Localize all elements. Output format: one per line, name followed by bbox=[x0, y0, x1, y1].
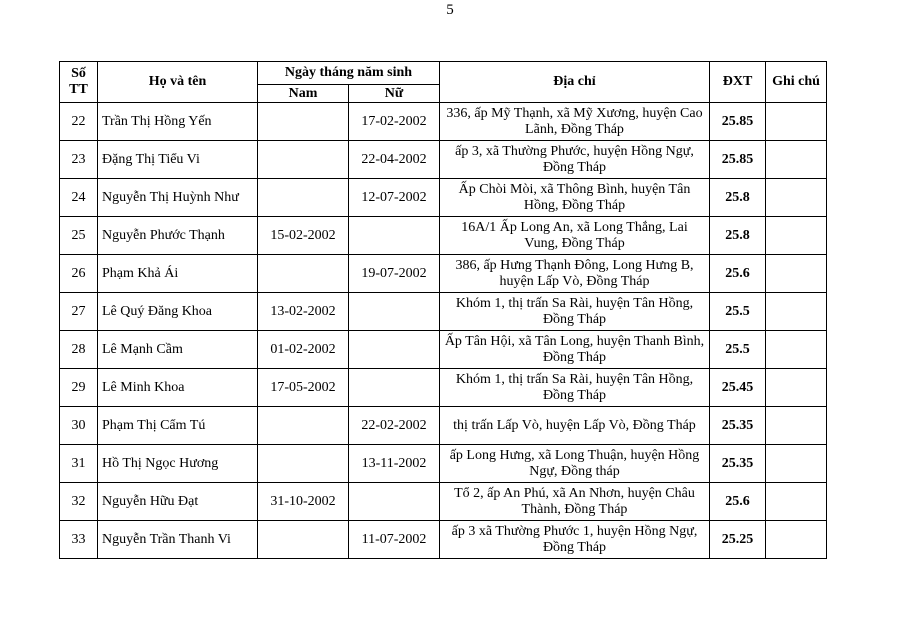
student-table bbox=[59, 61, 827, 559]
score-cell: 25.8 bbox=[710, 179, 766, 217]
table-row bbox=[60, 293, 827, 331]
table-body bbox=[60, 103, 827, 559]
address-cell: thị trấn Lấp Vò, huyện Lấp Vò, Đồng Tháp bbox=[440, 407, 710, 445]
row-number-cell: 27 bbox=[60, 293, 98, 331]
score-cell: 25.85 bbox=[710, 103, 766, 141]
address-cell: Khóm 1, thị trấn Sa Rài, huyện Tân Hồng, Đồng Tháp bbox=[440, 369, 710, 407]
student-name-cell: Nguyễn Thị Huỳnh Như bbox=[98, 179, 258, 217]
table-row bbox=[60, 255, 827, 293]
note-cell bbox=[766, 407, 827, 445]
student-name-cell: Đặng Thị Tiểu Vi bbox=[98, 141, 258, 179]
score-cell: 25.35 bbox=[710, 445, 766, 483]
score-cell: 25.25 bbox=[710, 521, 766, 559]
note-cell bbox=[766, 179, 827, 217]
header-dxt: ĐXT bbox=[710, 62, 766, 103]
table-row bbox=[60, 179, 827, 217]
score-cell: 25.8 bbox=[710, 217, 766, 255]
header-so-tt: Số TT bbox=[60, 62, 98, 103]
birth-date-male-cell: 15-02-2002 bbox=[258, 217, 349, 255]
table-row bbox=[60, 369, 827, 407]
header-ho-ten: Họ và tên bbox=[98, 62, 258, 103]
birth-date-female-cell bbox=[349, 293, 440, 331]
row-number-cell: 29 bbox=[60, 369, 98, 407]
address-cell: 16A/1 Ấp Long An, xã Long Thắng, Lai Vung, Đồng Tháp bbox=[440, 217, 710, 255]
score-cell: 25.5 bbox=[710, 293, 766, 331]
address-cell: 386, ấp Hưng Thạnh Đông, Long Hưng B, huyện Lấp Vò, Đồng Tháp bbox=[440, 255, 710, 293]
birth-date-female-cell bbox=[349, 483, 440, 521]
address-cell: ấp 3, xã Thường Phước, huyện Hồng Ngự, Đồng Tháp bbox=[440, 141, 710, 179]
row-number-cell: 22 bbox=[60, 103, 98, 141]
address-cell: 336, ấp Mỹ Thạnh, xã Mỹ Xương, huyện Cao Lãnh, Đồng Tháp bbox=[440, 103, 710, 141]
address-cell: Ấp Chòi Mòi, xã Thông Bình, huyện Tân Hồng, Đồng Tháp bbox=[440, 179, 710, 217]
birth-date-female-cell: 22-04-2002 bbox=[349, 141, 440, 179]
score-cell: 25.45 bbox=[710, 369, 766, 407]
birth-date-female-cell: 11-07-2002 bbox=[349, 521, 440, 559]
student-name-cell: Lê Mạnh Cầm bbox=[98, 331, 258, 369]
birth-date-male-cell: 17-05-2002 bbox=[258, 369, 349, 407]
score-cell: 25.5 bbox=[710, 331, 766, 369]
header-dia-chi: Địa chỉ bbox=[440, 62, 710, 103]
student-name-cell: Lê Minh Khoa bbox=[98, 369, 258, 407]
note-cell bbox=[766, 369, 827, 407]
birth-date-female-cell: 19-07-2002 bbox=[349, 255, 440, 293]
student-name-cell: Nguyễn Trần Thanh Vi bbox=[98, 521, 258, 559]
student-name-cell: Nguyễn Phước Thạnh bbox=[98, 217, 258, 255]
table-row bbox=[60, 103, 827, 141]
header-ghi-chu: Ghi chú bbox=[766, 62, 827, 103]
birth-date-female-cell: 13-11-2002 bbox=[349, 445, 440, 483]
student-name-cell: Phạm Khả Ái bbox=[98, 255, 258, 293]
table-row bbox=[60, 445, 827, 483]
header-nam: Nam bbox=[258, 85, 349, 103]
row-number-cell: 32 bbox=[60, 483, 98, 521]
row-number-cell: 26 bbox=[60, 255, 98, 293]
address-cell: Tổ 2, ấp An Phú, xã An Nhơn, huyện Châu Thành, Đồng Tháp bbox=[440, 483, 710, 521]
note-cell bbox=[766, 331, 827, 369]
birth-date-male-cell bbox=[258, 521, 349, 559]
note-cell bbox=[766, 293, 827, 331]
student-name-cell: Phạm Thị Cẩm Tú bbox=[98, 407, 258, 445]
student-name-cell: Hồ Thị Ngọc Hương bbox=[98, 445, 258, 483]
row-number-cell: 30 bbox=[60, 407, 98, 445]
address-cell: Ấp Tân Hội, xã Tân Long, huyện Thanh Bình, Đồng Tháp bbox=[440, 331, 710, 369]
birth-date-male-cell bbox=[258, 103, 349, 141]
score-cell: 25.6 bbox=[710, 483, 766, 521]
page-number: 5 bbox=[446, 2, 454, 18]
birth-date-male-cell: 31-10-2002 bbox=[258, 483, 349, 521]
birth-date-female-cell: 22-02-2002 bbox=[349, 407, 440, 445]
row-number-cell: 25 bbox=[60, 217, 98, 255]
birth-date-female-cell: 12-07-2002 bbox=[349, 179, 440, 217]
birth-date-male-cell: 01-02-2002 bbox=[258, 331, 349, 369]
birth-date-male-cell bbox=[258, 179, 349, 217]
birth-date-female-cell bbox=[349, 369, 440, 407]
note-cell bbox=[766, 521, 827, 559]
row-number-cell: 24 bbox=[60, 179, 98, 217]
row-number-cell: 23 bbox=[60, 141, 98, 179]
birth-date-female-cell bbox=[349, 331, 440, 369]
note-cell bbox=[766, 217, 827, 255]
score-cell: 25.35 bbox=[710, 407, 766, 445]
student-name-cell: Nguyễn Hữu Đạt bbox=[98, 483, 258, 521]
table-row bbox=[60, 483, 827, 521]
score-cell: 25.85 bbox=[710, 141, 766, 179]
table-row bbox=[60, 331, 827, 369]
birth-date-male-cell: 13-02-2002 bbox=[258, 293, 349, 331]
row-number-cell: 33 bbox=[60, 521, 98, 559]
table-row bbox=[60, 141, 827, 179]
header-ngay-sinh: Ngày tháng năm sinh bbox=[258, 62, 440, 85]
row-number-cell: 31 bbox=[60, 445, 98, 483]
note-cell bbox=[766, 255, 827, 293]
student-name-cell: Lê Quý Đăng Khoa bbox=[98, 293, 258, 331]
birth-date-female-cell bbox=[349, 217, 440, 255]
birth-date-female-cell: 17-02-2002 bbox=[349, 103, 440, 141]
note-cell bbox=[766, 445, 827, 483]
score-cell: 25.6 bbox=[710, 255, 766, 293]
address-cell: ấp 3 xã Thường Phước 1, huyện Hồng Ngự, Đồng Tháp bbox=[440, 521, 710, 559]
address-cell: Khóm 1, thị trấn Sa Rài, huyện Tân Hồng, Đồng Tháp bbox=[440, 293, 710, 331]
table-row bbox=[60, 407, 827, 445]
note-cell bbox=[766, 141, 827, 179]
note-cell bbox=[766, 103, 827, 141]
address-cell: ấp Long Hưng, xã Long Thuận, huyện Hồng Ngự, Đồng tháp bbox=[440, 445, 710, 483]
birth-date-male-cell bbox=[258, 141, 349, 179]
row-number-cell: 28 bbox=[60, 331, 98, 369]
header-nu: Nữ bbox=[349, 85, 440, 103]
birth-date-male-cell bbox=[258, 445, 349, 483]
table-row bbox=[60, 521, 827, 559]
birth-date-male-cell bbox=[258, 407, 349, 445]
note-cell bbox=[766, 483, 827, 521]
table-row bbox=[60, 217, 827, 255]
student-name-cell: Trần Thị Hồng Yến bbox=[98, 103, 258, 141]
birth-date-male-cell bbox=[258, 255, 349, 293]
